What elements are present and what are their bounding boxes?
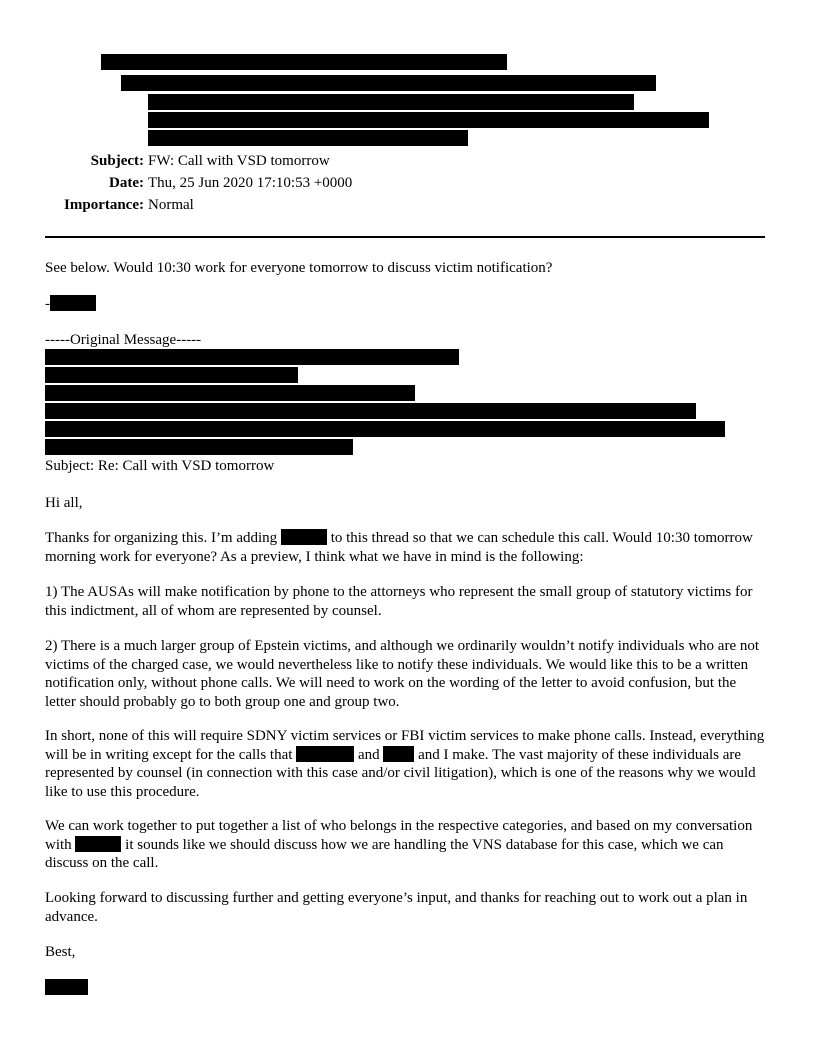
redaction-block [45,367,298,383]
original-subject: Subject: Re: Call with VSD tomorrow [45,458,275,474]
redaction-block [45,349,459,365]
header-divider [45,236,765,238]
redaction-block [383,746,414,762]
paragraph-3: 2) There is a much larger group of Epstein victims, and although we ordinarily wouldn’t notify individuals who are not victims of the charged case, we would nevertheless like to notify these individuals. We would like this to be a written notification only, without phone calls. We will need to work on the wording of the letter to avoid confusion, but the letter should probably go to both group one and group two. [45,638,760,710]
paragraph-2: 1) The AUSAs will make notification by phone to the attorneys who represent the small group of statutory victims for this indictment, all of whom are represented by counsel. [45,584,753,619]
redaction-block [148,94,634,110]
paragraph-1-text-a: Thanks for organizing this. I’m adding [45,530,278,546]
date-label: Date: [109,175,144,191]
redaction-block [45,421,725,437]
redaction-block [121,75,656,91]
original-message-divider: -----Original Message----- [45,332,202,348]
redaction-block [296,746,354,762]
redaction-block [45,385,415,401]
redaction-block [45,439,353,455]
paragraph-4-text-a: In short, none of this will require SDNY victim services or FBI victim services to make phone calls. Instead, everything will be in writing except for the calls that [45,728,765,763]
importance-label: Importance: [64,197,144,213]
paragraph-1-text-b: to this thread so that we can schedule this call. Would 10:30 tomorrow morning work for everyone? As a preview, I think what we have in mind is the following: [45,530,753,565]
redaction-block [45,979,88,995]
greeting: Hi all, [45,495,83,511]
redaction-block [75,836,121,852]
paragraph-5-text-b: it sounds like we should discuss how we are handling the VNS database for this case, which we can discuss on the call. [45,836,724,871]
date-value: Thu, 25 Jun 2020 17:10:53 +0000 [148,175,353,191]
paragraph-4-text-b: and [357,746,380,763]
paragraph-5-text-a: We can work together to put together a list of who belongs in the respective categories, and based on my conversation with [45,818,753,853]
paragraph-4-text-c: and I make. The vast majority of these individuals are represented by counsel (in connection with this case and/or civil litigation), which is one of the reasons why we would like to use this procedure. [45,746,756,800]
intro-paragraph: See below. Would 10:30 work for everyone tomorrow to discuss victim notification? [45,260,553,276]
redaction-block [148,130,468,146]
paragraph-6: Looking forward to discussing further and getting everyone’s input, and thanks for reaching out to work out a plan in advance. [45,890,748,925]
signature-line [45,295,770,314]
importance-value: Normal [148,197,194,213]
subject-label: Subject: [90,153,144,169]
redaction-block [148,112,709,128]
redaction-block [101,54,507,70]
closing: Best, [45,944,76,960]
redaction-block [45,403,696,419]
subject-value: FW: Call with VSD tomorrow [148,153,330,169]
paragraph-1 [45,529,770,566]
redaction-block [50,295,96,311]
redaction-block [281,529,327,545]
paragraph-5 [45,817,770,873]
signature-dash: - [45,296,50,312]
paragraph-4 [45,727,770,801]
